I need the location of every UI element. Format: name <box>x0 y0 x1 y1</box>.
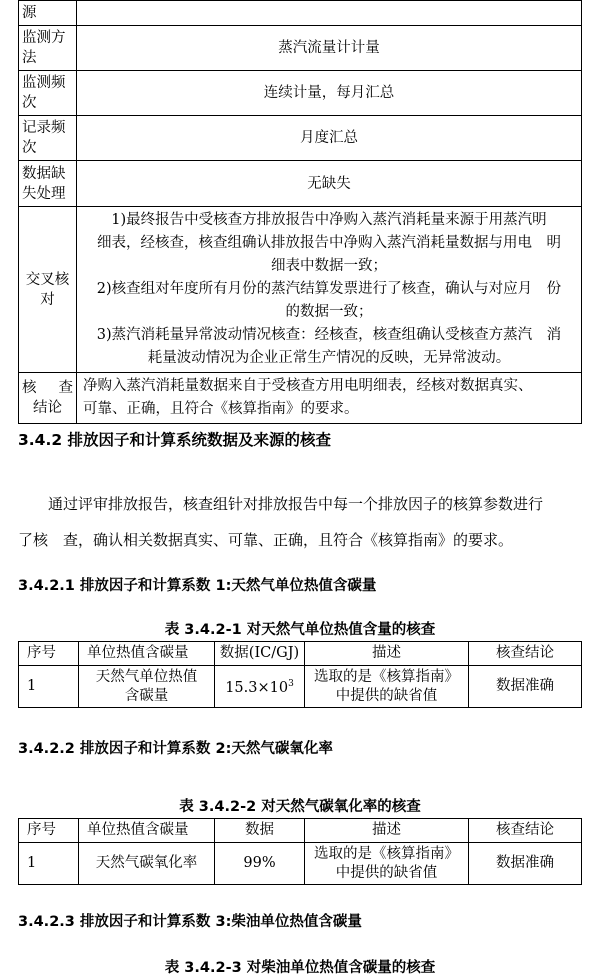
column-header: 单位热值含碳量 <box>79 819 215 843</box>
text-line: 1)最终报告中受核查方排放报告中净购入蒸汽消耗量来源于用蒸汽明 <box>111 212 547 228</box>
emission-factor-table-2 <box>18 818 582 885</box>
column-header: 序号 <box>19 819 79 843</box>
row-value <box>77 1 582 26</box>
column-header: 单位热值含碳量 <box>79 642 215 666</box>
column-header: 序号 <box>19 642 79 666</box>
cross-check-text <box>77 207 582 373</box>
table-caption: 表 3.4.2-2 对天然气碳氧化率的核查 <box>179 799 421 815</box>
section-paragraph <box>18 486 582 558</box>
table-row <box>19 116 582 161</box>
row-value: 连续计量，每月汇总 <box>77 71 582 116</box>
section-heading: 3.4.2 排放因子和计算系统数据及来源的核查 <box>18 431 332 449</box>
table-caption: 表 3.4.2-3 对柴油单位热值含碳量的核查 <box>164 960 436 976</box>
column-header: 核查结论 <box>469 819 582 843</box>
table-caption: 表 3.4.2-1 对天然气单位热值含量的核查 <box>164 622 436 638</box>
conclusion-label <box>19 373 77 424</box>
column-header: 描述 <box>305 819 469 843</box>
subsection-heading: 3.4.2.3 排放因子和计算系数 3:柴油单位热值含碳量 <box>18 914 362 930</box>
text-line: 2)核查组对年度所有月份的蒸汽结算发票进行了核查，确认与对应月 份 <box>96 281 562 297</box>
factor-description <box>305 666 469 708</box>
table-row <box>19 666 582 708</box>
text-line: 含碳量 <box>124 687 169 704</box>
text-line: 中提供的缺省值 <box>335 687 438 704</box>
text-line: 中提供的缺省值 <box>335 864 438 881</box>
table-row <box>19 71 582 116</box>
subsection-heading: 3.4.2.1 排放因子和计算系数 1:天然气单位热值含碳量 <box>18 578 377 594</box>
text-line: 耗量波动情况为企业正常生产情况的反映，无异常波动。 <box>147 350 511 366</box>
factor-name <box>79 666 215 708</box>
conclusion-text <box>77 373 582 424</box>
row-label: 数据缺失处理 <box>19 161 77 207</box>
text-line: 净购入蒸汽消耗量数据来自于受核查方用电明细表，经核对数据真实、 <box>83 378 533 394</box>
text-line: 的数据一致； <box>285 304 373 320</box>
row-value: 无缺失 <box>77 161 582 207</box>
column-header: 核查结论 <box>469 642 582 666</box>
factor-name: 天然气碳氧化率 <box>79 843 215 885</box>
row-label: 记录频次 <box>19 116 77 161</box>
factor-value: 99% <box>215 843 305 885</box>
text-line: 选取的是《核算指南》 <box>314 845 459 862</box>
row-label: 监测方法 <box>19 26 77 71</box>
column-header: 数据(IC/GJ) <box>215 642 305 666</box>
text-line: 3)蒸汽消耗量异常波动情况核查：经核查，核查组确认受核查方蒸汽 消 <box>96 327 562 343</box>
text-line: 细表，经核查，核查组确认排放报告中净购入蒸汽消耗量数据与用电 明 <box>97 235 561 251</box>
table-row <box>19 1 582 26</box>
monitoring-info-table <box>18 0 582 424</box>
label-part: 结论 <box>33 400 62 416</box>
check-conclusion: 数据准确 <box>469 666 582 708</box>
cross-check-label: 交叉核对 <box>19 207 77 373</box>
row-value: 蒸汽流量计计量 <box>77 26 582 71</box>
row-number: 1 <box>19 666 79 708</box>
text-line: 天然气单位热值 <box>95 668 198 685</box>
table-row <box>19 161 582 207</box>
emission-factor-table-1 <box>18 641 582 708</box>
row-label: 源 <box>19 1 77 26</box>
table-row <box>19 843 582 885</box>
table-row <box>19 26 582 71</box>
table-row <box>19 373 582 424</box>
value-exponent: 3 <box>288 679 294 690</box>
row-value: 月度汇总 <box>77 116 582 161</box>
row-number: 1 <box>19 843 79 885</box>
table-header-row <box>19 819 582 843</box>
factor-value <box>215 666 305 708</box>
label-part: 查 <box>58 380 73 396</box>
table-row <box>19 207 582 373</box>
text-line: 通过评审排放报告，核查组针对排放报告中每一个排放因子的核算参数进行 <box>48 495 544 513</box>
table-header-row <box>19 642 582 666</box>
value-base: 15.3×10 <box>225 679 289 696</box>
text-line: 了核 查，确认相关数据真实、可靠、正确，且符合《核算指南》的要求。 <box>18 531 514 549</box>
check-conclusion: 数据准确 <box>469 843 582 885</box>
column-header: 数据 <box>215 819 305 843</box>
text-line: 选取的是《核算指南》 <box>314 668 459 685</box>
factor-description <box>305 843 469 885</box>
column-header: 描述 <box>305 642 469 666</box>
label-part: 核 <box>22 380 37 396</box>
text-line: 细表中数据一致； <box>271 258 387 274</box>
subsection-heading: 3.4.2.2 排放因子和计算系数 2:天然气碳氧化率 <box>18 741 333 757</box>
text-line: 可靠、正确，且符合《核算指南》的要求。 <box>83 401 359 417</box>
row-label: 监测频次 <box>19 71 77 116</box>
